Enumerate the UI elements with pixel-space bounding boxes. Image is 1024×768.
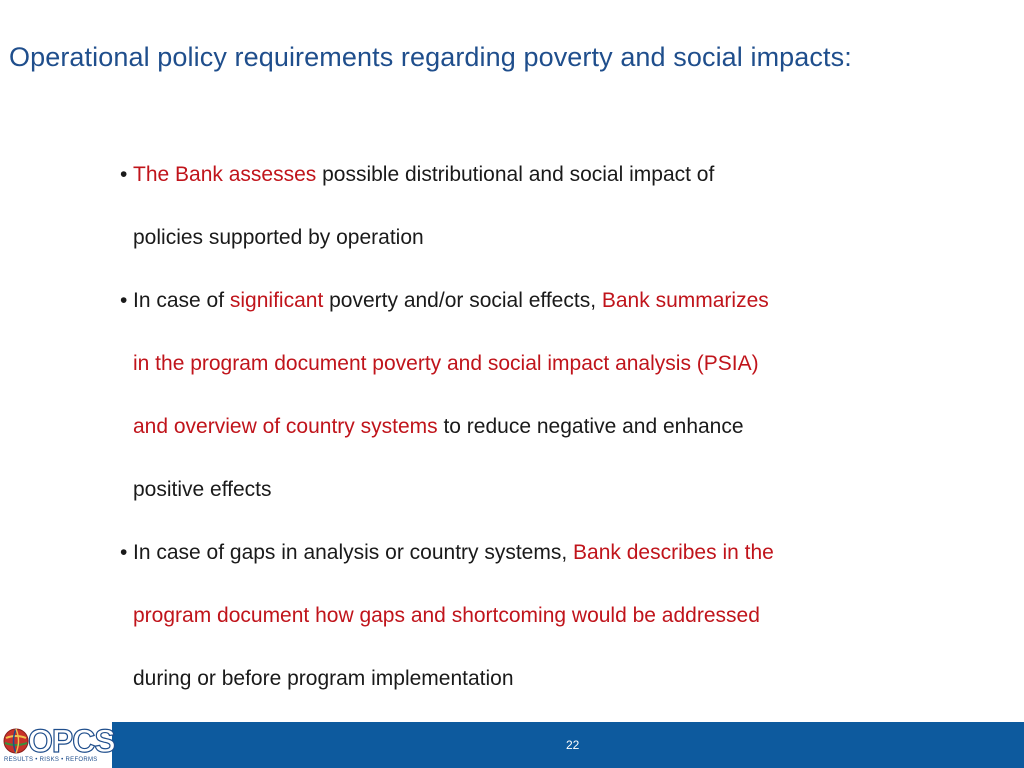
opcs-logo — [0, 722, 115, 768]
highlighted-text: program document how gaps and shortcoming would be addressed — [133, 604, 760, 627]
bullet-marker: • — [120, 541, 128, 564]
globe-icon — [3, 728, 29, 754]
body-text: possible distributional and social impact of — [316, 163, 715, 186]
body-text: to reduce negative and enhance — [437, 415, 744, 438]
bullet-marker: • — [120, 289, 128, 312]
bullet-line — [133, 584, 940, 647]
body-text: during or before program implementation — [133, 667, 514, 690]
logo-tagline: RESULTS • RISKS • REFORMS — [4, 757, 98, 763]
logo-text: OPCS — [28, 723, 115, 759]
highlighted-text: Bank summarizes — [601, 289, 769, 312]
bullet-list — [120, 143, 940, 710]
highlighted-text: significant — [229, 289, 324, 312]
bullet-line — [133, 521, 940, 584]
highlighted-text: in the program document poverty and social impact analysis (PSIA) — [133, 352, 759, 375]
bullet-item — [120, 143, 940, 269]
body-text: In case of gaps in analysis or country systems, — [133, 541, 574, 564]
highlighted-text: Bank describes in the — [573, 541, 774, 564]
slide-title: Operational policy requirements regarding poverty and social impacts: — [9, 42, 852, 72]
bullet-line — [133, 143, 940, 206]
body-text: poverty and/or social effects, — [323, 289, 602, 312]
bullet-line — [133, 269, 940, 332]
bullet-line — [133, 647, 940, 710]
bullet-marker: • — [120, 163, 128, 186]
footer-bar — [0, 722, 1024, 768]
body-text: policies supported by operation — [133, 226, 424, 249]
bullet-item — [120, 521, 940, 710]
bullet-item — [120, 269, 940, 521]
highlighted-text: and overview of country systems — [133, 415, 438, 438]
highlighted-text: The Bank assesses — [133, 163, 317, 186]
body-text: In case of — [133, 289, 230, 312]
bullet-line — [133, 332, 940, 395]
page-number: 22 — [566, 738, 580, 752]
bullet-line — [133, 395, 940, 458]
body-text: positive effects — [133, 478, 272, 501]
bullet-line — [133, 458, 940, 521]
bullet-line — [133, 206, 940, 269]
